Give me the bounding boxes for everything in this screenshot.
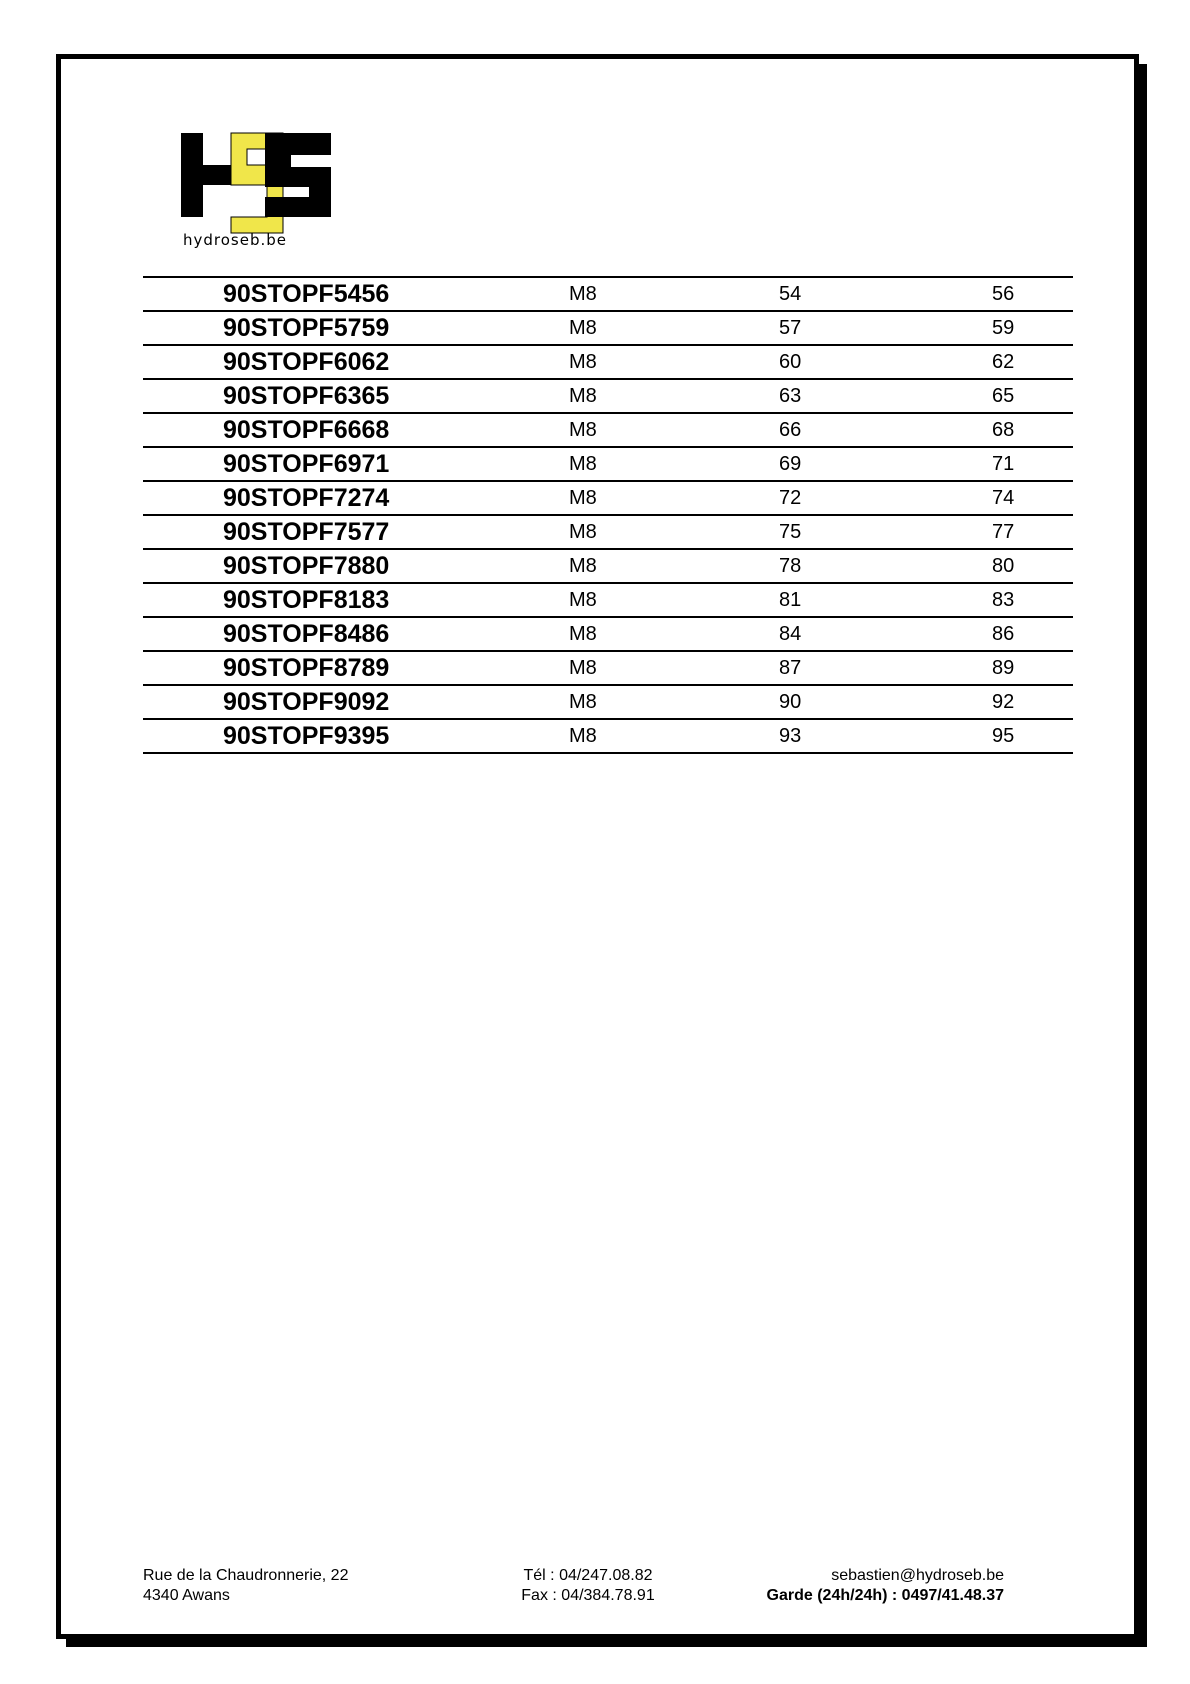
- email-link[interactable]: sebastien@hydroseb.be: [831, 1567, 1004, 1584]
- thread-cell: M8: [569, 691, 597, 713]
- thread-cell: M8: [569, 453, 597, 475]
- footer-phone: [508, 1566, 668, 1606]
- min-cell: 93: [779, 725, 802, 747]
- max-cell: 92: [992, 691, 1015, 713]
- thread-cell: M8: [569, 385, 597, 407]
- table-row: [143, 550, 1073, 584]
- thread-cell: M8: [569, 589, 597, 611]
- thread-cell: M8: [569, 283, 597, 305]
- min-cell: 75: [779, 521, 802, 543]
- product-table: [143, 276, 1073, 754]
- garde: Garde (24h/24h) : 0497/41.48.37: [766, 1587, 1004, 1604]
- min-cell: 69: [779, 453, 802, 475]
- document-page: [56, 54, 1139, 1639]
- reference-cell: 90STOPF6668: [223, 416, 390, 444]
- reference-cell: 90STOPF9395: [223, 722, 390, 750]
- max-cell: 56: [992, 283, 1015, 305]
- min-cell: 60: [779, 351, 802, 373]
- min-cell: 84: [779, 623, 802, 645]
- min-cell: 90: [779, 691, 802, 713]
- reference-cell: 90STOPF5456: [223, 280, 390, 308]
- reference-cell: 90STOPF8789: [223, 654, 390, 682]
- max-cell: 95: [992, 725, 1015, 747]
- max-cell: 89: [992, 657, 1015, 679]
- max-cell: 86: [992, 623, 1015, 645]
- reference-cell: 90STOPF5759: [223, 314, 390, 342]
- footer-address: [143, 1566, 348, 1606]
- max-cell: 80: [992, 555, 1015, 577]
- reference-cell: 90STOPF9092: [223, 688, 390, 716]
- table-row: [143, 312, 1073, 346]
- min-cell: 81: [779, 589, 802, 611]
- fax: Fax : 04/384.78.91: [521, 1587, 655, 1604]
- table-row: [143, 346, 1073, 380]
- table-row: [143, 414, 1073, 448]
- max-cell: 59: [992, 317, 1015, 339]
- reference-cell: 90STOPF6971: [223, 450, 390, 478]
- table-row: [143, 584, 1073, 618]
- min-cell: 78: [779, 555, 802, 577]
- thread-cell: M8: [569, 657, 597, 679]
- max-cell: 65: [992, 385, 1015, 407]
- thread-cell: M8: [569, 555, 597, 577]
- footer-contact: [738, 1566, 1004, 1606]
- max-cell: 74: [992, 487, 1015, 509]
- thread-cell: M8: [569, 725, 597, 747]
- table-row: [143, 720, 1073, 754]
- table-row: [143, 380, 1073, 414]
- thread-cell: M8: [569, 521, 597, 543]
- reference-cell: 90STOPF6062: [223, 348, 390, 376]
- thread-cell: M8: [569, 487, 597, 509]
- min-cell: 54: [779, 283, 802, 305]
- min-cell: 66: [779, 419, 802, 441]
- table-row: [143, 652, 1073, 686]
- table-row: [143, 278, 1073, 312]
- reference-cell: 90STOPF6365: [223, 382, 390, 410]
- address-line-1: Rue de la Chaudronnerie, 22: [143, 1567, 349, 1584]
- address-line-2: 4340 Awans: [143, 1587, 230, 1604]
- min-cell: 63: [779, 385, 802, 407]
- reference-cell: 90STOPF8486: [223, 620, 390, 648]
- tel: Tél : 04/247.08.82: [523, 1567, 653, 1584]
- max-cell: 71: [992, 453, 1015, 475]
- min-cell: 57: [779, 317, 802, 339]
- thread-cell: M8: [569, 623, 597, 645]
- max-cell: 68: [992, 419, 1015, 441]
- hs-logo-icon: [181, 129, 361, 249]
- thread-cell: M8: [569, 351, 597, 373]
- table-row: [143, 482, 1073, 516]
- table-row: [143, 448, 1073, 482]
- table-row: [143, 618, 1073, 652]
- table-row: [143, 516, 1073, 550]
- thread-cell: M8: [569, 317, 597, 339]
- min-cell: 87: [779, 657, 802, 679]
- reference-cell: 90STOPF7577: [223, 518, 390, 546]
- max-cell: 83: [992, 589, 1015, 611]
- logo-text: hydroseb.be: [183, 231, 288, 249]
- min-cell: 72: [779, 487, 802, 509]
- thread-cell: M8: [569, 419, 597, 441]
- max-cell: 77: [992, 521, 1015, 543]
- reference-cell: 90STOPF7880: [223, 552, 390, 580]
- reference-cell: 90STOPF8183: [223, 586, 390, 614]
- table-row: [143, 686, 1073, 720]
- max-cell: 62: [992, 351, 1015, 373]
- reference-cell: 90STOPF7274: [223, 484, 390, 512]
